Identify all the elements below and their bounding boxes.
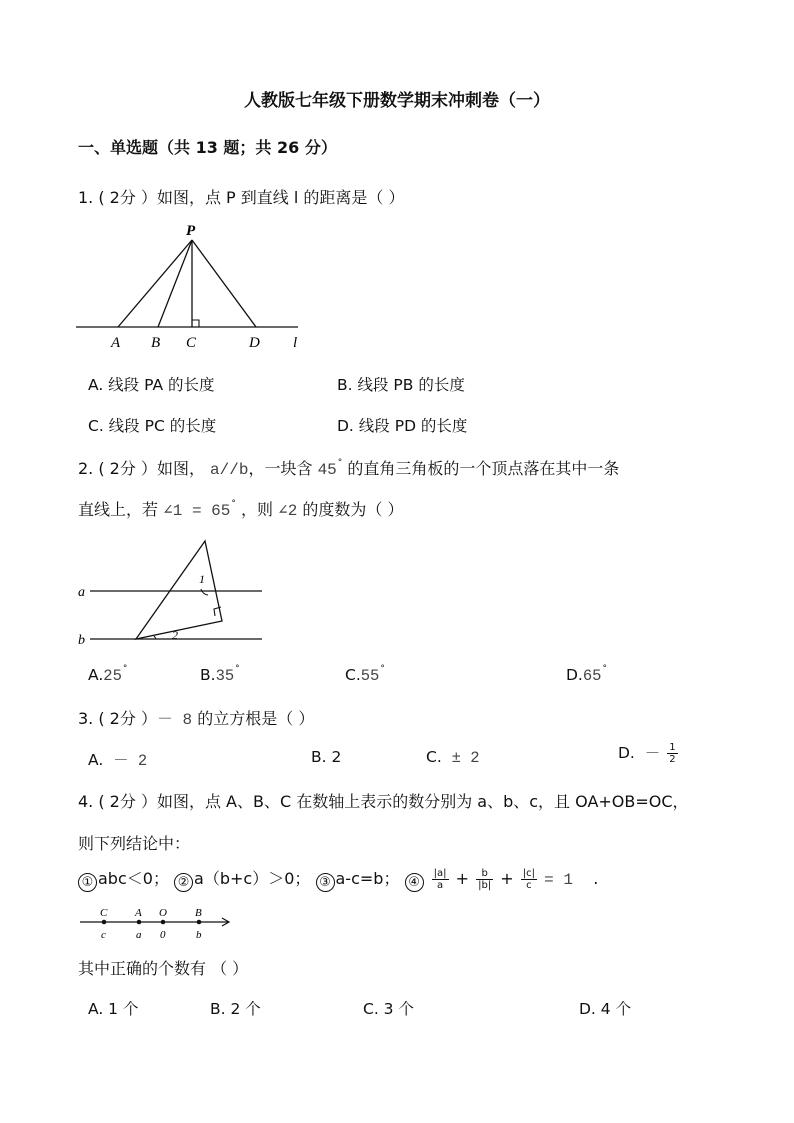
label-angle-1: 1 — [199, 572, 205, 586]
segment-pa — [118, 240, 192, 327]
point-a — [137, 920, 142, 925]
q4-option-b[interactable]: B. 2 个 — [210, 1000, 261, 1018]
axis-value-a: a — [136, 929, 142, 941]
point-b — [197, 920, 202, 925]
q4-statements: ① abc＜0； ② a（b+c）＞0； ③ a-c=b； ④ $\frac{|a|}{a}$ + $\frac{b}{|b|}$ + $\frac{|c|}{c}$ = 1 . — [78, 866, 598, 892]
label-p: P — [186, 223, 196, 239]
q2-option-c[interactable]: C.55° — [345, 664, 385, 685]
segment-pd — [192, 240, 256, 327]
q4-option-d[interactable]: D. 4 个 — [579, 1000, 632, 1018]
segment-pb — [158, 240, 192, 327]
q4-option-c[interactable]: C. 3 个 — [363, 1000, 414, 1018]
point-c — [102, 920, 107, 925]
label-b: B — [151, 335, 161, 351]
q3-stem: 3. ( 2分 ）－ 8 的立方根是（ ） — [78, 709, 315, 729]
q3-option-a[interactable]: A. － 2 — [88, 751, 148, 770]
label-line-b: b — [78, 633, 85, 647]
axis-value-c: c — [101, 929, 106, 941]
label-a: A — [111, 335, 121, 351]
q4-stem-line1: 4. ( 2分 ）如图，点 A、B、C 在数轴上表示的数分别为 a、b、c，且 OA+OB=OC， — [78, 792, 689, 811]
fraction-b-abs: $\frac{b}{|b|}$ — [478, 868, 492, 891]
fraction-half: $\frac{1}{2}$ — [669, 742, 676, 765]
right-angle-mark — [192, 320, 199, 327]
label-l: l — [293, 335, 298, 351]
fraction-abs-a: $\frac{|a|}{a}$ — [433, 868, 447, 891]
q1-figure — [74, 220, 306, 355]
axis-value-b: b — [196, 929, 202, 941]
axis-value-0: 0 — [160, 929, 166, 941]
q4-stem-line3: 其中正确的个数有 （ ） — [78, 959, 249, 978]
section-heading: 一、单选题（共 13 题；共 26 分） — [78, 138, 337, 157]
triangle-ruler — [136, 541, 222, 639]
q1-option-d[interactable]: D. 线段 PD 的长度 — [337, 417, 468, 435]
q2-option-d[interactable]: D.65° — [566, 664, 607, 685]
q3-option-b[interactable]: B. 2 — [311, 748, 342, 766]
q2-option-a[interactable]: A.25° — [88, 664, 128, 685]
q1-option-b[interactable]: B. 线段 PB 的长度 — [337, 376, 465, 394]
axis-label-B: B — [195, 907, 202, 919]
q3-option-c[interactable]: C. ± 2 — [426, 748, 480, 767]
label-c: C — [186, 335, 197, 351]
q1-stem: 1. ( 2分 ）如图，点 P 到直线 l 的距离是（ ） — [78, 188, 405, 207]
page-title: 人教版七年级下册数学期末冲刺卷（一） — [244, 91, 550, 111]
circled-1: ① — [78, 873, 97, 892]
point-o — [161, 920, 166, 925]
angle-1-arc — [201, 589, 208, 595]
q2-stem-line2: 直线上，若 ∠1 = 65° ，则 ∠2 的度数为（ ） — [78, 499, 404, 520]
circled-3: ③ — [316, 873, 335, 892]
circled-2: ② — [174, 873, 193, 892]
q1-option-c[interactable]: C. 线段 PC 的长度 — [88, 417, 217, 435]
axis-label-O: O — [159, 907, 167, 919]
axis-label-A: A — [135, 907, 142, 919]
q4-option-a[interactable]: A. 1 个 — [88, 1000, 139, 1018]
label-angle-2: 2 — [172, 628, 178, 642]
label-line-a: a — [78, 585, 85, 600]
q4-number-line — [76, 903, 236, 943]
label-d: D — [249, 335, 260, 351]
q2-option-b[interactable]: B.35° — [200, 664, 240, 685]
q2-stem-line1: 2. ( 2分 ）如图， a//b，一块含 45° 的直角三角板的一个顶点落在其中一条 — [78, 458, 620, 479]
q4-stem-line2: 则下列结论中： — [78, 834, 191, 853]
axis-label-C: C — [100, 907, 108, 919]
fraction-abs-c: $\frac{|c|}{c}$ — [522, 868, 536, 891]
circled-4: ④ — [405, 873, 424, 892]
q1-option-a[interactable]: A. 线段 PA 的长度 — [88, 376, 215, 394]
q2-figure — [74, 535, 274, 647]
q3-option-d[interactable]: D. － $\frac{1}{2}$ — [618, 742, 676, 765]
